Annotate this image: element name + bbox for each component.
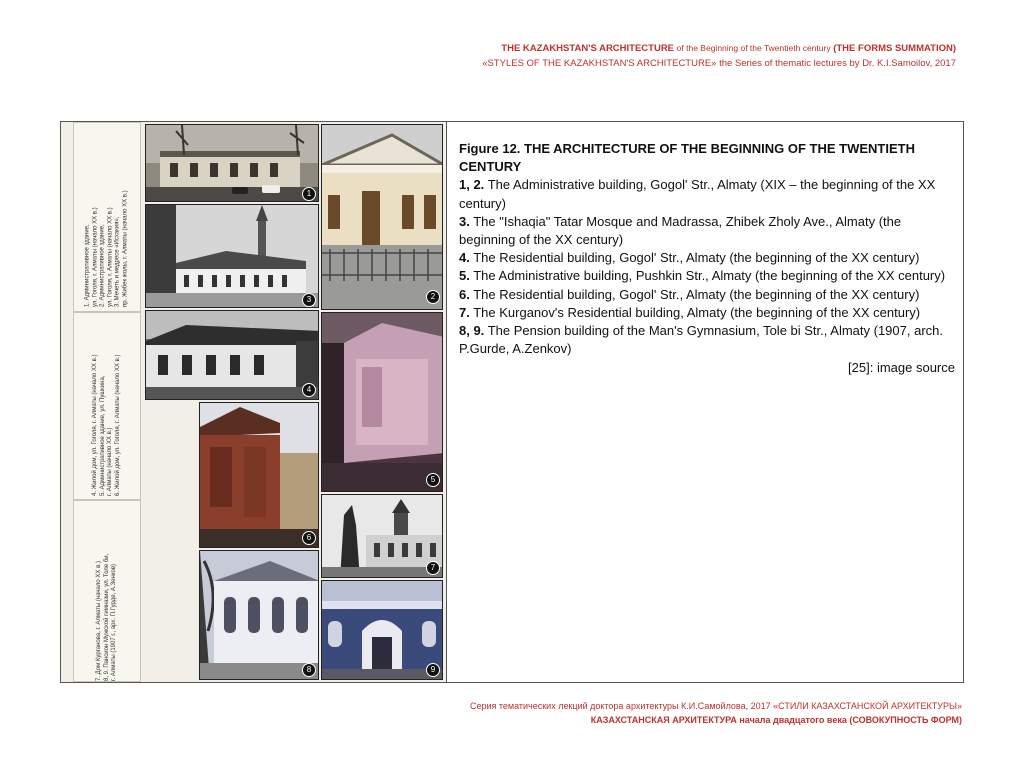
header-line-1	[501, 43, 956, 54]
figure-item-3	[459, 249, 955, 267]
photo-5-administrative-building	[321, 312, 443, 492]
photo-number-6: 6	[302, 531, 316, 545]
caption-box-1	[73, 122, 141, 312]
photo-number-2: 2	[426, 290, 440, 304]
header-author: the Series of thematic lectures by Dr. K.I.Samoilov, 2017	[719, 58, 956, 69]
figure-item-1	[459, 176, 955, 212]
item-text: The Residential building, Gogol' Str., Almaty (the beginning of the XX century)	[473, 250, 920, 266]
item-text: The Residential building, Gogol' Str., Almaty (the beginning of the XX century)	[473, 286, 920, 302]
photo-3-ishaqia-mosque	[145, 204, 319, 308]
photo-9-pension-building	[321, 580, 443, 680]
item-number: 3.	[459, 213, 470, 229]
item-text: The Pension building of the Man's Gymnasium, Tole bi Str., Almaty (1907, arch. P.Gurde, A.Zenkov)	[459, 323, 943, 357]
figure-item-7	[459, 322, 955, 358]
photo-number-3: 3	[302, 293, 316, 307]
header-title-suffix: (THE FORMS SUMMATION)	[833, 43, 956, 54]
figure-item-2	[459, 213, 955, 249]
item-text: The Administrative building, Gogol' Str., Almaty (XIX – the beginning of the XX century)	[459, 177, 936, 211]
photo-number-7: 7	[426, 561, 440, 575]
figure-description	[459, 140, 955, 378]
item-number: 4.	[459, 250, 470, 266]
photo-1-administrative-building	[145, 124, 319, 202]
caption-box-3	[73, 500, 141, 682]
item-number: 5.	[459, 268, 470, 284]
header-subtitle: of the Beginning of the Twentieth century	[676, 43, 831, 53]
photo-number-9: 9	[426, 663, 440, 677]
photo-number-5: 5	[426, 473, 440, 487]
photo-2-administrative-building	[321, 124, 443, 310]
figure-item-4	[459, 267, 955, 285]
caption-text-2: 4. Жилой дом, ул. Гоголя, г. Алматы (начало XX в.) 5. Административное здание, ул. Пушкина, г. Алматы (начало XX в.) 6. Жилой дом, ул. Гоголя, г. Алматы (начало XX в.)	[92, 354, 121, 496]
photo-6-residential-building	[199, 402, 319, 548]
item-number: 1, 2.	[459, 177, 485, 193]
caption-text-1: 1. Административное здание, ул. Гоголя, г. Алматы (начало XX в.) 2. Административное здание, ул. Гоголя, г. Алматы (начало XX в.) 3. Мечеть и медресе «Исхакия», пр. Жибек жолы, г. Алматы (начало XX в.)	[84, 190, 128, 307]
item-number: 6.	[459, 286, 470, 302]
figure-title: Figure 12. THE ARCHITECTURE OF THE BEGINNING OF THE TWENTIETH CENTURY	[459, 141, 915, 175]
photo-number-4: 4	[302, 383, 316, 397]
item-text: The Administrative building, Pushkin Str., Almaty (the beginning of the XX century)	[473, 268, 946, 284]
header-line-2	[482, 58, 956, 69]
item-number: 7.	[459, 304, 470, 320]
item-number: 8, 9.	[459, 323, 485, 339]
header-series: «STYLES OF THE KAZAKHSTAN'S ARCHITECTURE»	[482, 58, 717, 69]
photo-8-pension-building	[199, 550, 319, 680]
photo-7-kurganov-residential	[321, 494, 443, 578]
caption-column	[73, 122, 141, 682]
photo-collage	[61, 122, 447, 682]
footer-line-1: Серия тематических лекций доктора архитектуры К.И.Самойлова, 2017 «СТИЛИ КАЗАХСТАНСКОЙ АРХИТЕКТУРЫ»	[469, 701, 962, 711]
image-source: [25]: image source	[848, 360, 955, 376]
caption-text-3: 7. Дом Курганова, г. Алматы (начало XX в.) 8, 9. Пансион Мужской гимназии, ул. Толе би, г. Алматы (1907 г., арх. П.Гурде, А.Зенков)	[95, 553, 117, 681]
header-title: THE KAZAKHSTAN'S ARCHITECTURE	[501, 43, 675, 54]
item-text: The Kurganov's Residential building, Almaty (the beginning of the XX century)	[473, 304, 921, 320]
figure-item-6	[459, 304, 955, 322]
figure-frame	[60, 121, 964, 683]
item-text: The "Ishaqia" Tatar Mosque and Madrassa, Zhibek Zholy Ave., Almaty (the beginning of the XX century)	[459, 213, 902, 248]
footer-line-2: КАЗАХСТАНСКАЯ АРХИТЕКТУРА начала двадцатого века (СОВОКУПНОСТЬ ФОРМ)	[590, 715, 962, 725]
figure-item-5	[459, 286, 955, 304]
photo-number-1: 1	[302, 187, 316, 201]
photo-4-residential-building	[145, 310, 319, 400]
caption-box-2	[73, 312, 141, 500]
photo-number-8: 8	[302, 663, 316, 677]
